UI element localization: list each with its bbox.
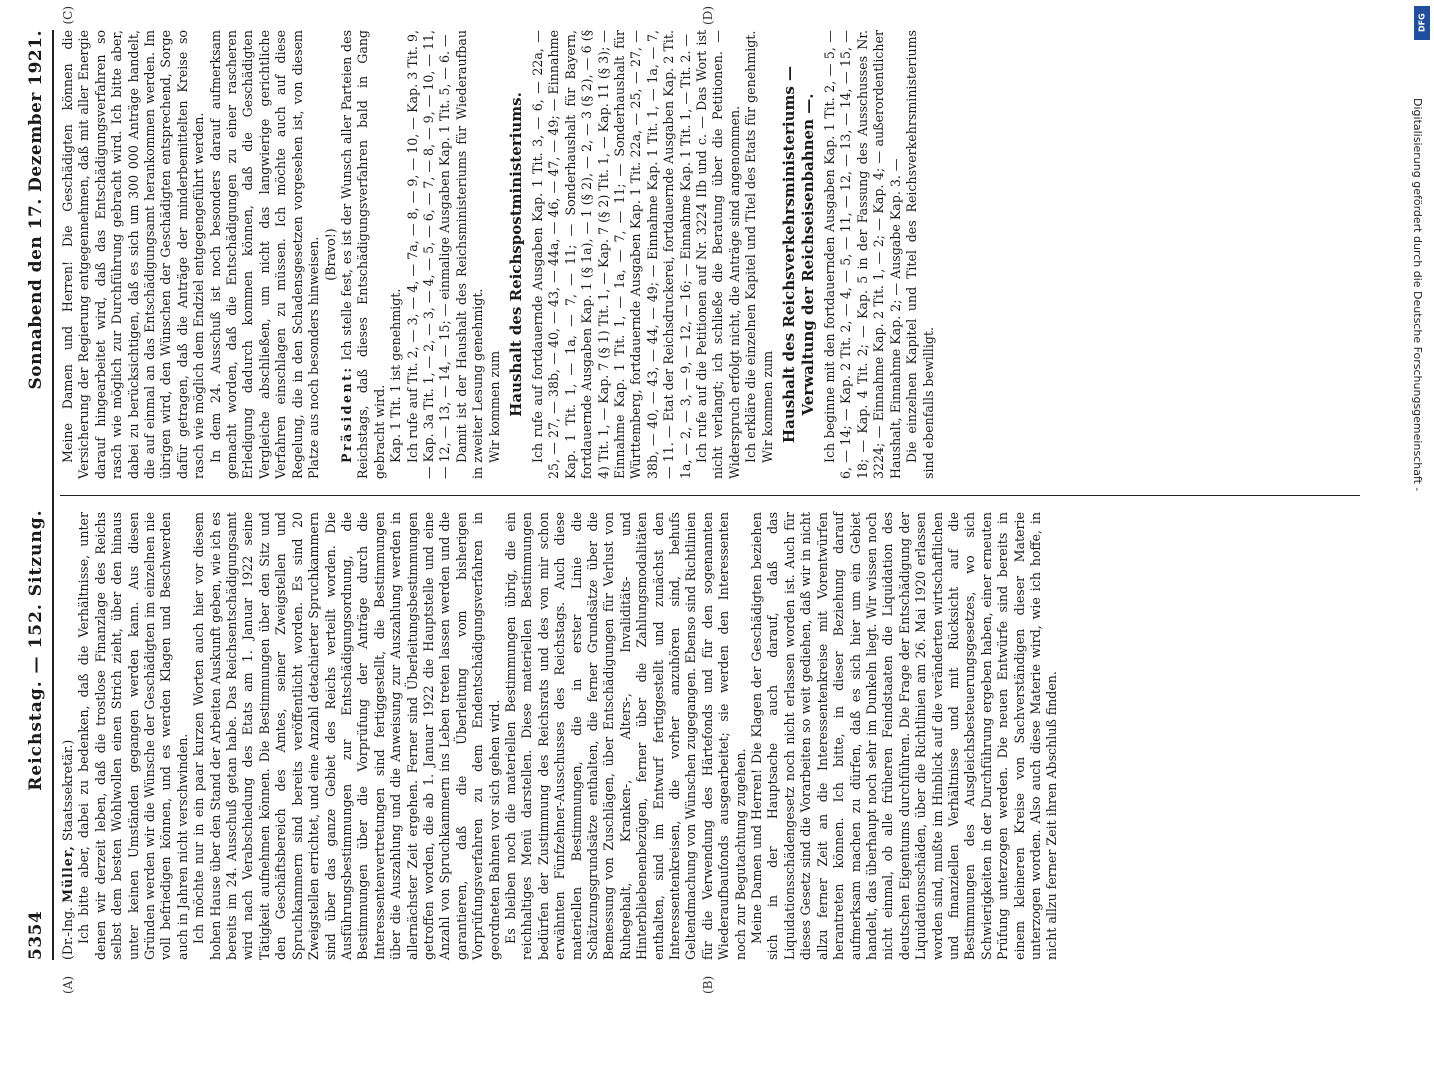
paragraph: In dem 24. Ausschuß ist noch besonders darauf aufmerksam gemacht worden, daß die Entschädigungen zu einer rascheren Erledigung dadurch kommen können, daß die Geschädigten Vergleiche abschließen, um nicht das langwierige gerichtliche Verfahren einschlagen zu müssen. Ich möchte auch auf diese Regelung, die in den Schadensgesetzen vorgesehen ist, von diesem Platze aus noch besonders hinweisen. bbox=[207, 30, 322, 479]
paragraph: Ich rufe auf fortdauernde Ausgaben Kap. 1 Tit. 3, — 6, — 22a, — 25, — 27, — 38b, — 40, — 43, — 44a, — 46, — 47, — 49; — Einnahme Kap. 1 Tit. 1, — 1a, — 7, — 11; — Sonderhaushalt für Bayern, fortdauernde Ausgaben Kap. 1 (§ 1a), — 1 (§ 2), — 2, — 3 (§ 2), — 6 (§ 4) Tit. 1, — Kap. 7 (§ 1) Tit. 1, — Kap. 7 (§ 2) Tit. 1, — Kap. 11 (§ 3); — Einnahme Kap. 1 Tit. 1, — 1a, — 7, — 11; — Sonderhaushalt für Württemberg, fortdauernde Ausgaben Kap. 1 Tit. 22a, — 25, — 27, — 38b, — 40, — 43, — 44, — 49; — Einnahme Kap. 1 Tit. 1, — 1a, — 7, — 11. — Etat der Reichsdruckerei, fortdauernde Ausgaben Kap. 2 Tit. 1a, — 2, — 3, — 9, — 12, — 16; — Einnahme Kap. 1 Tit. 1, — Tit. 2. — bbox=[529, 30, 693, 479]
running-head bbox=[26, 30, 54, 960]
session-title: Reichstag. — 152. Sitzung. bbox=[26, 509, 46, 791]
section-heading: Haushalt des Reichsverkehrsministeriums — Verwaltung der Reichseisenbahnen —. bbox=[780, 65, 818, 444]
speaker-prefix: (Dr.-Ing. bbox=[60, 906, 75, 960]
dfg-logo: DFG bbox=[1414, 6, 1430, 40]
interjection: (Bravo!) bbox=[322, 228, 338, 281]
margin-mark-d: (D) bbox=[701, 6, 715, 25]
margin-mark-c: (C) bbox=[61, 6, 75, 25]
paragraph: Ich rufe auf die Petitionen auf Nr. 3224 IIb und c. — Das Wort ist nicht verlangt; ich schließe die Beratung über die Petitionen. — Widerspruch erfolgt nicht, die Anträge sind angenommen. bbox=[694, 30, 742, 479]
session-date: Sonnabend den 17. Dezember 1921. bbox=[26, 30, 46, 390]
president-text: Ich stelle fest, es ist der Wunsch aller Parteien des Reichstags, daß dieses Entschädigungsverfahren bald in Gang gebracht wird. bbox=[338, 30, 387, 479]
page-number: 5354 bbox=[26, 910, 46, 960]
left-column bbox=[60, 495, 1360, 994]
paragraph: Wir kommen zum bbox=[486, 350, 502, 463]
paragraph: Ich bitte aber, dabei zu bedenken, daß die Verhältnisse, unter denen wir derzeit leben, daß die trostlose Finanzlage des Reichs selbst dem besten Wohlwollen einen Strich zieht, über den hinaus unter keinen Umständen gegangen werden kann. Aus diesen Gründen werden wir die Wünsche der Geschädigten im einzelnen nie voll befriedigen können, und es werden Klagen und Beschwerden auch in Jahren nicht verschwinden. bbox=[76, 512, 190, 960]
paragraph: Ich rufe auf Tit. 2, — 3, — 4, — 7a, — 8, — 9, — 10, — Kap. 3 Tit. 9, — Kap. 3a Tit. 1, — 2, — 3, — 4, — 5, — 6, — 7, — 8, — 9, — 10, — 11, — 12, — 13, — 14, — 15; — einmalige Ausgaben Kap. 1 Tit. 5, — 6. — bbox=[404, 30, 453, 479]
paragraph: Damit ist der Haushalt des Reichsministeriums für Wiederaufbau in zweiter Lesung genehmigt. bbox=[453, 30, 486, 479]
margin-mark-b: (B) bbox=[701, 975, 715, 994]
margin-mark-a: (A) bbox=[61, 975, 75, 994]
president-paragraph bbox=[339, 30, 388, 479]
digitization-note-text: Digitalisierung gefördert durch die Deutsche Forschungsgemeinschaft - bbox=[1411, 98, 1424, 492]
paragraph: Die einzelnen Kapitel und Titel des Reichsverkehrsministeriums sind ebenfalls bewilligt. bbox=[904, 30, 936, 479]
speaker-role: Staatssekretär.) bbox=[60, 739, 75, 842]
paragraph: Ich möchte nur in ein paar kurzen Worten auch hier vor diesem hohen Hause über den Stand der Arbeiten Auskunft geben, wie ich es bereits im 24. Ausschuß getan habe. Das Reichsentschädigungsamt wird nach Verabschiedung des Etats am 1. Januar 1922 seine Tätigkeit aufnehmen können. Die Bestimmungen über den Sitz und den Geschäftsbereich des Amtes, seiner Zweigstellen und Spruchkammern sind bereits veröffentlicht worden. Es sind 20 Zweigstellen errichtet, und eine Anzahl detachierter Spruchkammern sind über das ganze Gebiet des Reichs verteilt worden. Die Ausführungsbestimmungen zur Entschädigungsordnung, die Bestimmungen über die Vorprüfung der Anträge durch die Interessentenvertretungen sind fertiggestellt, die Bestimmungen über die Auszahlung und die Anweisung zur Auszahlung werden in allernächster Zeit ergehen. Ferner sind Überleitungsbestimmungen getroffen worden, die ab 1. Januar 1922 die Hauptstelle und eine Anzahl von Spruchkammern ins Leben treten lassen werden und die garantieren, daß die Überleitung vom bisherigen Vorprüfungsverfahren zu dem Endentschädigungsverfahren in geordneten Bahnen vor sich gehen wird. bbox=[191, 512, 502, 960]
section-heading: Haushalt des Reichspostministeriums. bbox=[506, 92, 525, 417]
speaker-line bbox=[60, 512, 76, 960]
paragraph: Es bleiben noch die materiellen Bestimmungen übrig, die ein reichhaltiges Menü darstellen. Diese materiellen Bestimmungen bedürfen der Zustimmung des Reichsrats und des von mir schon erwähnten Fünfzehner-Ausschusses des Reichstags. Auch diese materiellen Bestimmungen, die in erster Linie die Schätzungsgrundsätze enthalten, die ferner Grundsätze über die Bemessung von Zuschlägen, über Entschädigungen für Verlust von Ruhegehalt, Kranken-, Alters-, Invaliditäts- und Hinterbliebenenbezügen, ferner über die Zahlungsmodalitäten enthalten, sind im Entwurf fertiggestellt und zunächst den Interessentenkreisen, die vorher anzuhören sind, behufs Geltendmachung von Wünschen zugegangen. Ebenso sind Richtlinien für die Verwendung des Härtefonds und für den sogenannten Wiederaufbaufonds ausgearbeitet; sie werden den Interessenten noch zur Begutachtung zugehen. bbox=[502, 512, 748, 960]
speaker-name: Müller, bbox=[60, 845, 75, 903]
text-columns bbox=[60, 6, 1360, 994]
paragraph: Ich beginne mit den fortdauernden Ausgaben Kap. 1 Tit. 2, — 5, — 6, — 14; — Kap. 2 Tit. 2, — 4, — 5, — 11, — 12, — 13, — 14, — 15, — 18; — Kap. 4 Tit. 2; — Kap. 5 in der Fassung des Ausschusses Nr. 3224; — Einnahme Kap. 2 Tit. 1, — 2; — Kap. 4; — außerordentlicher Haushalt, Einnahme Kap. 2; — Ausgabe Kap. 3. — bbox=[822, 30, 903, 479]
paragraph: Meine Damen und Herren! Die Geschädigten können die Versicherung der Regierung entgegennehmen, daß mit aller Energie darauf hingearbeitet wird, daß das Entschädigungsverfahren so rasch wie möglich zur Durchführung gebracht wird. Ich bitte aber, dabei zu berücksichtigen, daß es sich um 300 000 Anträge handelt, die auf einmal an das Entschädigungsamt herankommen werden. Im übrigen wird, den Wünschen der Geschädigten entsprechend, Sorge dafür getragen, daß die Anträge der minderbemittelten Kreise so rasch wie möglich dem Endziel entgegengeführt werden. bbox=[60, 30, 207, 479]
right-column bbox=[60, 6, 1360, 495]
digitization-note bbox=[1406, 8, 1430, 988]
paragraph: Meine Damen und Herren! Die Klagen der Geschädigten beziehen sich in der Hauptsache auch darauf, daß das Liquidationsschädengesetz noch nicht erlassen worden ist. Auch für dieses Gesetz sind die Vorarbeiten so weit gediehen, daß wir in nicht allzu ferner Zeit an die Interessentenkreise mit Vorentwürfen herantreten können. Ich bitte, in dieser Beziehung darauf aufmerksam machen zu dürfen, daß es sich hier um ein Gebiet handelt, das überhaupt noch sehr im Dunkeln liegt. Wir wissen noch nicht einmal, ob alle früheren Feindstaaten die Liquidation des deutschen Eigentums durchführen. Die Frage der Entschädigung der Liquidationsschäden, über die Richtlinien am 26. Mai 1920 erlassen worden sind, mußte im Hinblick auf die veränderten wirtschaftlichen und finanziellen Verhältnisse und mit Rücksicht auf die Bestimmungen des Ausgleichsbesteuerungsgesetzes, wo sich Schwierigkeiten in der Durchführung ergeben haben, einer erneuten Prüfung unterzogen werden. Die neuen Entwürfe sind bereits in einem kleineren Kreise von Sachverständigen dieser Materie unterzogen worden. Also auch diese Materie wird, wie ich hoffe, in nicht allzu ferner Zeit ihren Abschluß finden. bbox=[749, 512, 1060, 960]
paragraph: Kap. 1 Tit. 1 ist genehmigt. bbox=[388, 288, 404, 463]
president-label: Präsident: bbox=[338, 365, 354, 463]
paragraph: Wir kommen zum bbox=[759, 350, 775, 463]
paragraph: Ich erkläre die einzelnen Kapitel und Titel des Etats für genehmigt. bbox=[743, 30, 759, 463]
